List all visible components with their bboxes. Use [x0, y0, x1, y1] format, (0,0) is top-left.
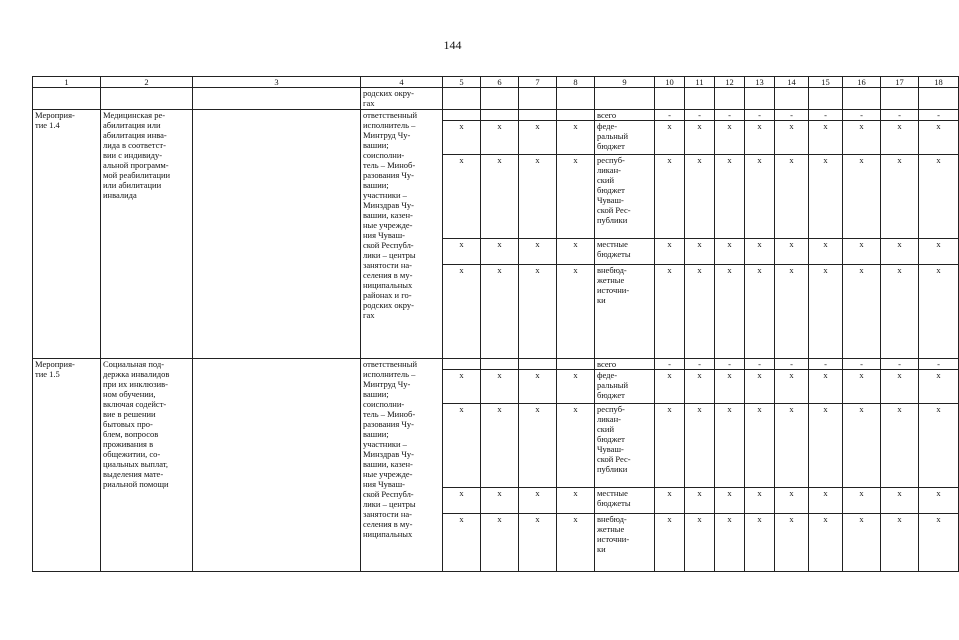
- value-cell: x: [881, 514, 919, 572]
- value-cell: x: [809, 265, 843, 359]
- value-cell: x: [775, 155, 809, 239]
- code-cell: x: [557, 404, 595, 488]
- value-cell: x: [775, 265, 809, 359]
- measure-label: Мероприя- тие 1.5: [33, 359, 101, 572]
- code-cell: [519, 359, 557, 370]
- column-number-12: 12: [715, 77, 745, 88]
- cont-cell-17: [881, 88, 919, 110]
- value-cell: x: [919, 514, 959, 572]
- value-cell: -: [745, 359, 775, 370]
- cont-cell-7: [519, 88, 557, 110]
- funding-source: всего: [595, 110, 655, 121]
- code-cell: [481, 110, 519, 121]
- empty-column-3: [193, 110, 361, 359]
- code-cell: x: [557, 121, 595, 155]
- cont-cell-9: [595, 88, 655, 110]
- funding-source: респуб- ликан- ский бюджет Чуваш- ской Рес- публики: [595, 155, 655, 239]
- value-cell: x: [775, 239, 809, 265]
- page-number: 144: [443, 38, 462, 52]
- cont-cell-18: [919, 88, 959, 110]
- cont-cell-2: [101, 88, 193, 110]
- measure-title: Медицинская ре- абилитация или абилитация инва- лида в соответст- вии с индивиду- альной программ- мой реабилитации или абилитации инвалида: [101, 110, 193, 359]
- code-cell: x: [443, 404, 481, 488]
- code-cell: x: [519, 488, 557, 514]
- value-cell: x: [809, 404, 843, 488]
- code-cell: x: [443, 265, 481, 359]
- value-cell: x: [809, 370, 843, 404]
- value-cell: x: [809, 514, 843, 572]
- value-cell: -: [881, 359, 919, 370]
- value-cell: x: [775, 514, 809, 572]
- funding-source: внебюд- жетные источни- ки: [595, 514, 655, 572]
- code-cell: x: [557, 514, 595, 572]
- funding-source: респуб- ликан- ский бюджет Чуваш- ской Рес- публики: [595, 404, 655, 488]
- column-number-6: 6: [481, 77, 519, 88]
- column-number-4: 4: [361, 77, 443, 88]
- value-cell: x: [809, 488, 843, 514]
- value-cell: x: [881, 488, 919, 514]
- value-cell: -: [919, 359, 959, 370]
- code-cell: x: [557, 265, 595, 359]
- code-cell: [557, 359, 595, 370]
- cont-cell-5: [443, 88, 481, 110]
- cont-cell-11: [685, 88, 715, 110]
- value-cell: -: [715, 110, 745, 121]
- cont-cell-13: [745, 88, 775, 110]
- code-cell: x: [481, 370, 519, 404]
- column-number-13: 13: [745, 77, 775, 88]
- code-cell: x: [519, 265, 557, 359]
- cont-cell-3: [193, 88, 361, 110]
- value-cell: -: [685, 359, 715, 370]
- value-cell: x: [745, 514, 775, 572]
- value-cell: x: [685, 239, 715, 265]
- value-cell: x: [715, 514, 745, 572]
- code-cell: x: [557, 488, 595, 514]
- value-cell: x: [919, 239, 959, 265]
- funding-source: внебюд- жетные источни- ки: [595, 265, 655, 359]
- column-number-8: 8: [557, 77, 595, 88]
- code-cell: x: [519, 239, 557, 265]
- value-cell: x: [881, 121, 919, 155]
- value-cell: x: [919, 370, 959, 404]
- column-number-18: 18: [919, 77, 959, 88]
- value-cell: -: [881, 110, 919, 121]
- code-cell: x: [557, 370, 595, 404]
- value-cell: x: [843, 488, 881, 514]
- value-cell: x: [715, 155, 745, 239]
- cont-responsible-text: родских окру- гах: [361, 88, 443, 110]
- value-cell: x: [843, 239, 881, 265]
- code-cell: x: [443, 514, 481, 572]
- value-cell: x: [919, 155, 959, 239]
- value-cell: -: [775, 110, 809, 121]
- cont-cell-10: [655, 88, 685, 110]
- value-cell: x: [843, 404, 881, 488]
- cont-cell-15: [809, 88, 843, 110]
- column-number-1: 1: [33, 77, 101, 88]
- value-cell: x: [843, 155, 881, 239]
- funding-source: местные бюджеты: [595, 239, 655, 265]
- code-cell: x: [481, 404, 519, 488]
- column-number-14: 14: [775, 77, 809, 88]
- value-cell: x: [685, 121, 715, 155]
- code-cell: x: [443, 239, 481, 265]
- column-number-11: 11: [685, 77, 715, 88]
- header-row: [33, 77, 959, 88]
- column-number-15: 15: [809, 77, 843, 88]
- code-cell: x: [481, 155, 519, 239]
- value-cell: x: [715, 488, 745, 514]
- value-cell: x: [843, 514, 881, 572]
- value-cell: x: [655, 121, 685, 155]
- code-cell: [443, 110, 481, 121]
- column-number-9: 9: [595, 77, 655, 88]
- code-cell: x: [519, 514, 557, 572]
- value-cell: x: [745, 155, 775, 239]
- value-cell: x: [843, 370, 881, 404]
- value-cell: x: [881, 370, 919, 404]
- value-cell: x: [881, 239, 919, 265]
- code-cell: x: [519, 121, 557, 155]
- code-cell: x: [557, 239, 595, 265]
- cont-cell-8: [557, 88, 595, 110]
- value-cell: x: [715, 121, 745, 155]
- value-cell: x: [809, 239, 843, 265]
- value-cell: -: [655, 110, 685, 121]
- value-cell: x: [809, 121, 843, 155]
- code-cell: x: [481, 265, 519, 359]
- responsible-executor: ответственный исполнитель – Минтруд Чу- вашии; соисполни- тель – Миноб- разования Чу- вашии; участники – Минздрав Чу- вашии, казен- ные учрежде- ния Чуваш- ской Республ- лики – центры занятости на- селения в му- ниципальных: [361, 359, 443, 572]
- value-cell: x: [655, 514, 685, 572]
- value-cell: x: [843, 121, 881, 155]
- funding-source: феде- ральный бюджет: [595, 370, 655, 404]
- value-cell: x: [809, 155, 843, 239]
- table-row: [33, 110, 959, 121]
- funding-source: феде- ральный бюджет: [595, 121, 655, 155]
- value-cell: x: [881, 155, 919, 239]
- cont-cell-16: [843, 88, 881, 110]
- value-cell: -: [843, 110, 881, 121]
- value-cell: -: [715, 359, 745, 370]
- value-cell: x: [685, 155, 715, 239]
- value-cell: x: [881, 404, 919, 488]
- value-cell: x: [715, 239, 745, 265]
- program-table: [32, 76, 959, 572]
- value-cell: -: [655, 359, 685, 370]
- value-cell: -: [775, 359, 809, 370]
- value-cell: -: [919, 110, 959, 121]
- value-cell: x: [685, 370, 715, 404]
- value-cell: x: [655, 265, 685, 359]
- code-cell: [481, 359, 519, 370]
- value-cell: x: [775, 404, 809, 488]
- value-cell: x: [919, 265, 959, 359]
- code-cell: x: [443, 370, 481, 404]
- column-number-7: 7: [519, 77, 557, 88]
- funding-source: местные бюджеты: [595, 488, 655, 514]
- value-cell: x: [655, 488, 685, 514]
- value-cell: x: [685, 265, 715, 359]
- code-cell: x: [519, 370, 557, 404]
- cont-cell-1: [33, 88, 101, 110]
- code-cell: x: [481, 488, 519, 514]
- value-cell: -: [745, 110, 775, 121]
- code-cell: x: [443, 155, 481, 239]
- funding-source: всего: [595, 359, 655, 370]
- value-cell: -: [809, 359, 843, 370]
- value-cell: x: [655, 404, 685, 488]
- code-cell: x: [481, 514, 519, 572]
- cont-cell-12: [715, 88, 745, 110]
- code-cell: x: [519, 155, 557, 239]
- value-cell: x: [775, 488, 809, 514]
- column-number-16: 16: [843, 77, 881, 88]
- code-cell: x: [481, 121, 519, 155]
- code-cell: x: [519, 404, 557, 488]
- value-cell: x: [715, 370, 745, 404]
- column-number-10: 10: [655, 77, 685, 88]
- value-cell: x: [919, 404, 959, 488]
- value-cell: x: [685, 488, 715, 514]
- value-cell: x: [775, 370, 809, 404]
- value-cell: x: [685, 514, 715, 572]
- value-cell: x: [843, 265, 881, 359]
- value-cell: -: [685, 110, 715, 121]
- value-cell: x: [745, 239, 775, 265]
- value-cell: x: [919, 121, 959, 155]
- measure-title: Социальная под- держка инвалидов при их инклюзив- ном обучении, включая содейст- вие в решении бытовых про- блем, вопросов проживания в общежитии, со- циальных выплат, выделения мате- риальной помощи: [101, 359, 193, 572]
- cont-cell-6: [481, 88, 519, 110]
- value-cell: x: [919, 488, 959, 514]
- code-cell: [443, 359, 481, 370]
- value-cell: x: [715, 265, 745, 359]
- code-cell: x: [557, 155, 595, 239]
- table-row: [33, 359, 959, 370]
- measure-label: Мероприя- тие 1.4: [33, 110, 101, 359]
- empty-column-3: [193, 359, 361, 572]
- value-cell: x: [745, 121, 775, 155]
- code-cell: x: [481, 239, 519, 265]
- value-cell: x: [655, 370, 685, 404]
- value-cell: x: [745, 488, 775, 514]
- value-cell: x: [655, 155, 685, 239]
- value-cell: x: [881, 265, 919, 359]
- cont-cell-14: [775, 88, 809, 110]
- value-cell: -: [843, 359, 881, 370]
- column-number-5: 5: [443, 77, 481, 88]
- value-cell: x: [655, 239, 685, 265]
- value-cell: x: [745, 404, 775, 488]
- column-number-17: 17: [881, 77, 919, 88]
- value-cell: -: [809, 110, 843, 121]
- value-cell: x: [715, 404, 745, 488]
- code-cell: x: [443, 488, 481, 514]
- code-cell: [557, 110, 595, 121]
- value-cell: x: [775, 121, 809, 155]
- value-cell: x: [745, 370, 775, 404]
- column-number-3: 3: [193, 77, 361, 88]
- responsible-executor: ответственный исполнитель – Минтруд Чу- вашии; соисполни- тель – Миноб- разования Чу- вашии; участники – Минздрав Чу- вашии, казен- ные учрежде- ния Чуваш- ской Республ- лики – центры занятости на- селения в му- ниципальных районах и го- родских окру- гах: [361, 110, 443, 359]
- continuation-row: [33, 88, 959, 110]
- value-cell: x: [685, 404, 715, 488]
- code-cell: x: [443, 121, 481, 155]
- value-cell: x: [745, 265, 775, 359]
- column-number-2: 2: [101, 77, 193, 88]
- table-body: [33, 88, 959, 572]
- code-cell: [519, 110, 557, 121]
